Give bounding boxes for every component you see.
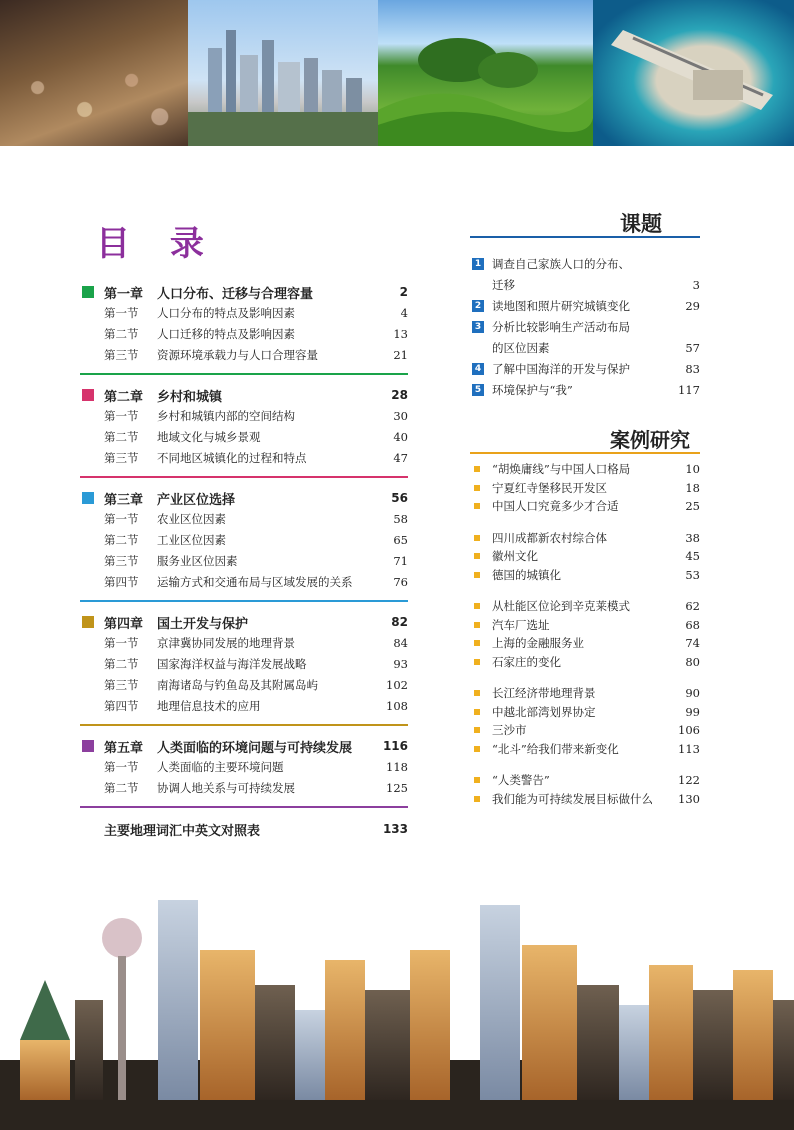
section-row[interactable] [82, 632, 408, 653]
case-text: 三沙市 [492, 723, 527, 737]
section-name: 地理信息技术的应用 [157, 698, 261, 713]
section-row[interactable] [82, 447, 408, 468]
section-page: 65 [393, 532, 408, 547]
chapter-name: 人类面临的环境问题与可持续发展 [157, 740, 353, 756]
section-row[interactable] [82, 550, 408, 571]
section-row[interactable] [82, 777, 408, 798]
bullet-square-icon [474, 466, 480, 472]
section-page: 71 [393, 553, 408, 568]
chapter-list [82, 282, 408, 840]
section-row[interactable] [82, 529, 408, 550]
case-page: 99 [685, 704, 700, 719]
section-row[interactable] [82, 571, 408, 592]
bullet-square-icon [474, 603, 480, 609]
section-number: 第三节 [104, 450, 139, 465]
case-text: “胡焕庸线”与中国人口格局 [492, 462, 631, 476]
case-text: “人类警告” [492, 773, 550, 787]
chapter-heading[interactable] [82, 612, 408, 632]
topic-text-block [492, 296, 700, 317]
topic-line [492, 359, 700, 380]
section-number: 第一节 [104, 408, 139, 423]
case-group [472, 597, 700, 671]
glossary-entry[interactable] [82, 818, 408, 840]
section-name: 国家海洋权益与海洋发展战略 [157, 656, 307, 671]
case-text: 上海的金融服务业 [492, 636, 584, 650]
case-page: 74 [685, 636, 700, 650]
chapter-page: 28 [391, 388, 408, 402]
chapter-name: 乡村和城镇 [157, 389, 223, 405]
topic-page: 117 [678, 383, 700, 397]
city-skyline-illustration [0, 890, 794, 1130]
topic-item[interactable] [472, 296, 700, 317]
case-item[interactable] [472, 566, 700, 585]
topic-page: 57 [685, 341, 700, 355]
glossary-page: 133 [382, 822, 408, 836]
section-page: 21 [393, 347, 408, 362]
section-name: 服务业区位因素 [157, 553, 238, 568]
section-page: 118 [386, 759, 408, 774]
section-page: 76 [393, 574, 408, 589]
section-number: 第二节 [104, 656, 139, 671]
case-item[interactable] [472, 684, 700, 703]
section-name: 资源环境承载力与人口合理容量 [157, 347, 318, 362]
case-text: 长江经济带地理背景 [492, 686, 596, 700]
topic-text: 了解中国海洋的开发与保护 [492, 362, 630, 376]
case-item[interactable] [472, 740, 700, 759]
chapter-page: 116 [382, 739, 408, 753]
bullet-square-icon [474, 796, 480, 802]
chapter-number: 第四章 [104, 616, 144, 632]
section-number: 第二节 [104, 326, 139, 341]
section-number: 第三节 [104, 553, 139, 568]
chapter-divider [80, 373, 408, 375]
topic-number-badge: 4 [472, 363, 484, 375]
case-item[interactable] [472, 634, 700, 653]
case-text: 徽州文化 [492, 549, 538, 563]
topic-page: 29 [685, 299, 700, 313]
bullet-square-icon [474, 746, 480, 752]
chapter-page: 82 [391, 615, 408, 629]
case-item[interactable] [472, 653, 700, 672]
section-number: 第一节 [104, 759, 139, 774]
tea-plantation-photo [378, 0, 593, 146]
section-page: 93 [393, 656, 408, 671]
chapter-divider [80, 806, 408, 808]
bullet-square-icon [474, 727, 480, 733]
bullet-square-icon [474, 553, 480, 559]
section-number: 第一节 [104, 635, 139, 650]
topic-page: 83 [685, 362, 700, 376]
section-row[interactable] [82, 405, 408, 426]
case-page: 62 [685, 599, 700, 613]
section-number: 第二节 [104, 780, 139, 795]
case-page: 106 [678, 723, 700, 737]
bullet-square-icon [474, 535, 480, 541]
section-row[interactable] [82, 426, 408, 447]
case-item[interactable] [472, 771, 700, 790]
section-row[interactable] [82, 302, 408, 323]
section-number: 第二节 [104, 429, 139, 444]
section-page: 40 [393, 429, 408, 444]
section-name: 地域文化与城乡景观 [157, 429, 261, 444]
case-item[interactable] [472, 790, 700, 809]
topic-text-block [492, 254, 700, 296]
chapter-heading[interactable] [82, 282, 408, 302]
chapter-color-marker [82, 740, 94, 752]
section-name: 工业区位因素 [157, 532, 226, 547]
topic-number-badge: 5 [472, 384, 484, 396]
section-name: 京津冀协同发展的地理背景 [157, 635, 295, 650]
tea-hills-graphic [378, 0, 593, 146]
case-group [472, 529, 700, 585]
case-text: 石家庄的变化 [492, 654, 561, 669]
chapter-number: 第三章 [104, 492, 144, 508]
section-page: 125 [386, 780, 408, 795]
topics-list [472, 254, 700, 401]
topic-number-badge: 3 [472, 321, 484, 333]
chapter-block [82, 612, 408, 726]
chapter-name: 人口分布、迁移与合理容量 [157, 286, 314, 302]
topics-title: 课题 [620, 212, 662, 236]
topic-page: 3 [692, 278, 700, 292]
section-row[interactable] [82, 695, 408, 716]
section-name: 人口分布的特点及影响因素 [157, 305, 295, 320]
cases-divider [470, 452, 700, 454]
case-page: 53 [685, 567, 700, 582]
bullet-square-icon [474, 659, 480, 665]
section-page: 108 [386, 698, 408, 713]
case-page: 68 [685, 617, 700, 632]
topic-line [492, 380, 700, 401]
chapter-block [82, 282, 408, 375]
case-item[interactable] [472, 460, 700, 479]
case-group [472, 684, 700, 758]
bullet-square-icon [474, 485, 480, 491]
bullet-square-icon [474, 640, 480, 646]
case-text: “北斗”给我们带来新变化 [492, 741, 619, 756]
section-page: 4 [400, 305, 408, 320]
bullet-square-icon [474, 622, 480, 628]
section-number: 第四节 [104, 698, 139, 713]
case-page: 10 [685, 462, 700, 476]
topic-line [492, 296, 700, 317]
case-page: 45 [685, 549, 700, 563]
chapter-color-marker [82, 616, 94, 628]
chapter-color-marker [82, 389, 94, 401]
topic-text-block [492, 317, 700, 359]
city-skyline-photo [188, 0, 378, 146]
case-item[interactable] [472, 479, 700, 498]
case-page: 80 [685, 654, 700, 669]
topic-text: 调查自己家族人口的分布、 [492, 257, 630, 271]
section-number: 第三节 [104, 347, 139, 362]
case-item[interactable] [472, 497, 700, 516]
section-number: 第一节 [104, 305, 139, 320]
section-number: 第四节 [104, 574, 139, 589]
topic-text-block [492, 380, 700, 401]
chapter-block [82, 736, 408, 808]
chapter-block [82, 488, 408, 602]
bullet-square-icon [474, 777, 480, 783]
topic-text-cont: 迁移 [492, 278, 515, 292]
case-text: 汽车厂选址 [492, 617, 550, 632]
chapter-heading[interactable] [82, 385, 408, 405]
case-page: 113 [678, 741, 700, 756]
topic-number-badge: 1 [472, 258, 484, 270]
section-name: 农业区位因素 [157, 511, 226, 526]
section-page: 58 [393, 511, 408, 526]
chapter-color-marker [82, 492, 94, 504]
chapter-block [82, 385, 408, 478]
topic-item[interactable] [472, 380, 700, 401]
chapter-heading[interactable] [82, 488, 408, 508]
section-page: 30 [393, 408, 408, 423]
topic-item[interactable] [472, 317, 700, 359]
island-graphic [593, 0, 794, 146]
section-number: 第三节 [104, 677, 139, 692]
case-item[interactable] [472, 721, 700, 740]
section-name: 南海诸岛与钓鱼岛及其附属岛屿 [157, 677, 318, 692]
glossary-name: 主要地理词汇中英文对照表 [104, 823, 261, 839]
chapter-number: 第一章 [104, 286, 144, 302]
chapter-name: 产业区位选择 [157, 492, 236, 508]
chapter-name: 国土开发与保护 [157, 616, 249, 632]
case-item[interactable] [472, 597, 700, 616]
chapter-divider [80, 600, 408, 602]
case-item[interactable] [472, 529, 700, 548]
section-page: 13 [393, 326, 408, 341]
topic-item[interactable] [472, 359, 700, 380]
case-item[interactable] [472, 547, 700, 566]
bullet-square-icon [474, 572, 480, 578]
topics-divider [470, 236, 700, 238]
topic-second-line [492, 275, 700, 296]
island-runway-photo [593, 0, 794, 146]
chapter-page: 56 [391, 491, 408, 505]
section-page: 102 [386, 677, 408, 692]
section-name: 不同地区城镇化的过程和特点 [157, 450, 307, 465]
cases-list [472, 460, 700, 821]
topic-text-cont: 的区位因素 [492, 341, 550, 355]
section-row[interactable] [82, 323, 408, 344]
case-text: 德国的城镇化 [492, 567, 561, 582]
case-page: 25 [685, 499, 700, 513]
case-text: 中国人口究竟多少才合适 [492, 499, 619, 513]
case-page: 38 [685, 530, 700, 545]
section-name: 人类面临的主要环境问题 [157, 759, 284, 774]
section-row[interactable] [82, 674, 408, 695]
header-photo-strip [0, 0, 794, 146]
chapter-divider [80, 724, 408, 726]
bullet-square-icon [474, 709, 480, 715]
chapter-number: 第二章 [104, 389, 144, 405]
case-page: 18 [685, 480, 700, 495]
toc-title: 目 录 [96, 224, 218, 264]
section-row[interactable] [82, 653, 408, 674]
section-row[interactable] [82, 756, 408, 777]
section-name: 运输方式和交通布局与区域发展的关系 [157, 574, 353, 589]
chapter-number: 第五章 [104, 740, 144, 756]
market-photo [0, 0, 188, 146]
section-number: 第一节 [104, 511, 139, 526]
section-name: 人口迁移的特点及影响因素 [157, 326, 295, 341]
case-page: 90 [685, 686, 700, 700]
bullet-square-icon [474, 503, 480, 509]
chapter-heading[interactable] [82, 736, 408, 756]
city-buildings-graphic [188, 0, 378, 146]
case-page: 122 [678, 773, 700, 787]
topic-text: 分析比较影响生产活动布局 [492, 320, 630, 334]
case-page: 130 [678, 791, 700, 806]
section-row[interactable] [82, 508, 408, 529]
case-text: 宁夏红寺堡移民开发区 [492, 480, 607, 495]
section-number: 第二节 [104, 532, 139, 547]
chapter-page: 2 [399, 285, 408, 299]
chapter-divider [80, 476, 408, 478]
topic-number-badge: 2 [472, 300, 484, 312]
topic-text-block [492, 359, 700, 380]
topic-text: 读地图和照片研究城镇变化 [492, 299, 630, 313]
case-item[interactable] [472, 703, 700, 722]
case-group [472, 771, 700, 808]
case-item[interactable] [472, 616, 700, 635]
bullet-square-icon [474, 690, 480, 696]
cases-title: 案例研究 [610, 428, 690, 452]
section-page: 47 [393, 450, 408, 465]
topic-second-line [492, 338, 700, 359]
section-row[interactable] [82, 344, 408, 365]
case-group [472, 460, 700, 516]
case-text: 我们能为可持续发展目标做什么 [492, 791, 653, 806]
topic-item[interactable] [472, 254, 700, 296]
section-name: 乡村和城镇内部的空间结构 [157, 408, 295, 423]
section-name: 协调人地关系与可持续发展 [157, 780, 295, 795]
case-text: 四川成都新农村综合体 [492, 530, 607, 545]
case-text: 从杜能区位论到辛克莱模式 [492, 599, 630, 613]
case-text: 中越北部湾划界协定 [492, 704, 596, 719]
chapter-color-marker [82, 286, 94, 298]
topic-text: 环境保护与“我” [492, 383, 573, 397]
section-page: 84 [393, 635, 408, 650]
